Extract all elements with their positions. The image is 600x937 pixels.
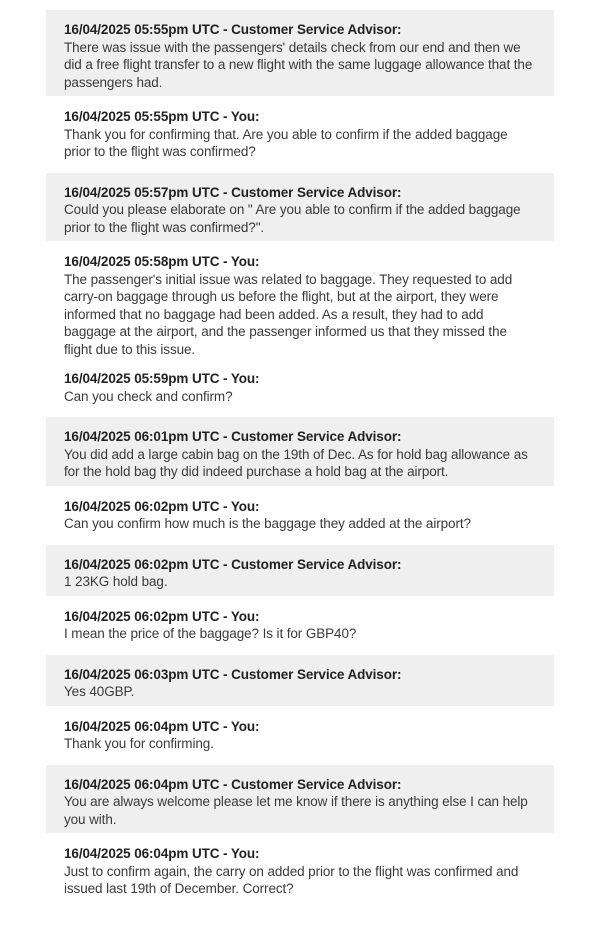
chat-message	[46, 10, 554, 96]
message-body: There was issue with the passengers' details check from our end and then we did a free flight transfer to a new flight with the same luggage allowance that the passengers had.	[64, 39, 533, 90]
message-body: I mean the price of the baggage? Is it for GBP40?	[64, 626, 357, 641]
message-body: You are always welcome please let me know if there is anything else I can help you with.	[64, 794, 528, 827]
message-body: Can you confirm how much is the baggage they added at the airport?	[64, 516, 471, 531]
chat-message	[46, 655, 554, 706]
message-body: You did add a large cabin bag on the 19th of Dec. As for hold bag allowance as for the hold bag thy did indeed purchase a hold bag at the airport.	[64, 446, 528, 479]
chat-message	[46, 173, 554, 242]
chat-message	[46, 498, 554, 533]
message-body: Yes 40GBP.	[64, 684, 135, 699]
chat-message	[46, 608, 554, 643]
message-body: Thank you for confirming.	[64, 736, 214, 751]
chat-message	[46, 718, 554, 753]
chat-message	[46, 370, 554, 405]
message-header: 16/04/2025 06:04pm UTC - You:	[64, 846, 260, 861]
chat-message	[46, 417, 554, 486]
chat-message	[46, 253, 554, 358]
chat-message	[46, 845, 554, 898]
message-body: The passenger's initial issue was related to baggage. They requested to add carry-on baggage through us before the flight, but at the airport, they were informed that no baggage had been added. As a result, they had to add baggage at the airport, and the passenger informed us that they missed the flight due to this issue.	[64, 271, 513, 357]
message-header: 16/04/2025 06:04pm UTC - You:	[64, 718, 260, 734]
message-header: 16/04/2025 06:02pm UTC - You:	[64, 498, 260, 514]
chat-message	[46, 108, 554, 161]
message-body: Can you check and confirm?	[64, 388, 233, 404]
message-header: 16/04/2025 05:59pm UTC - You:	[64, 371, 260, 386]
message-header: 16/04/2025 06:04pm UTC - Customer Service Advisor:	[64, 776, 402, 792]
message-header: 16/04/2025 05:57pm UTC - Customer Service Advisor:	[64, 184, 402, 200]
message-header: 16/04/2025 06:02pm UTC - You:	[64, 608, 260, 624]
message-header: 16/04/2025 06:01pm UTC - Customer Service Advisor:	[64, 429, 402, 444]
message-header: 16/04/2025 06:03pm UTC - Customer Service Advisor:	[64, 666, 402, 682]
message-header: 16/04/2025 05:55pm UTC - Customer Service Advisor:	[64, 22, 402, 37]
chat-message	[46, 765, 554, 834]
message-body: Thank you for confirming that. Are you able to confirm if the added baggage prior to the flight was confirmed?	[64, 126, 508, 159]
message-body: Just to confirm again, the carry on added prior to the flight was confirmed and issued last 19th of December. Correct?	[64, 863, 519, 896]
message-header: 16/04/2025 06:02pm UTC - Customer Service Advisor:	[64, 556, 402, 572]
message-header: 16/04/2025 05:58pm UTC - You:	[64, 254, 260, 269]
chat-message	[46, 545, 554, 596]
message-header: 16/04/2025 05:55pm UTC - You:	[64, 109, 260, 124]
message-body: 1 23KG hold bag.	[64, 574, 168, 589]
message-body: Could you please elaborate on " Are you able to confirm if the added baggage prior to the flight was confirmed?".	[64, 202, 521, 235]
